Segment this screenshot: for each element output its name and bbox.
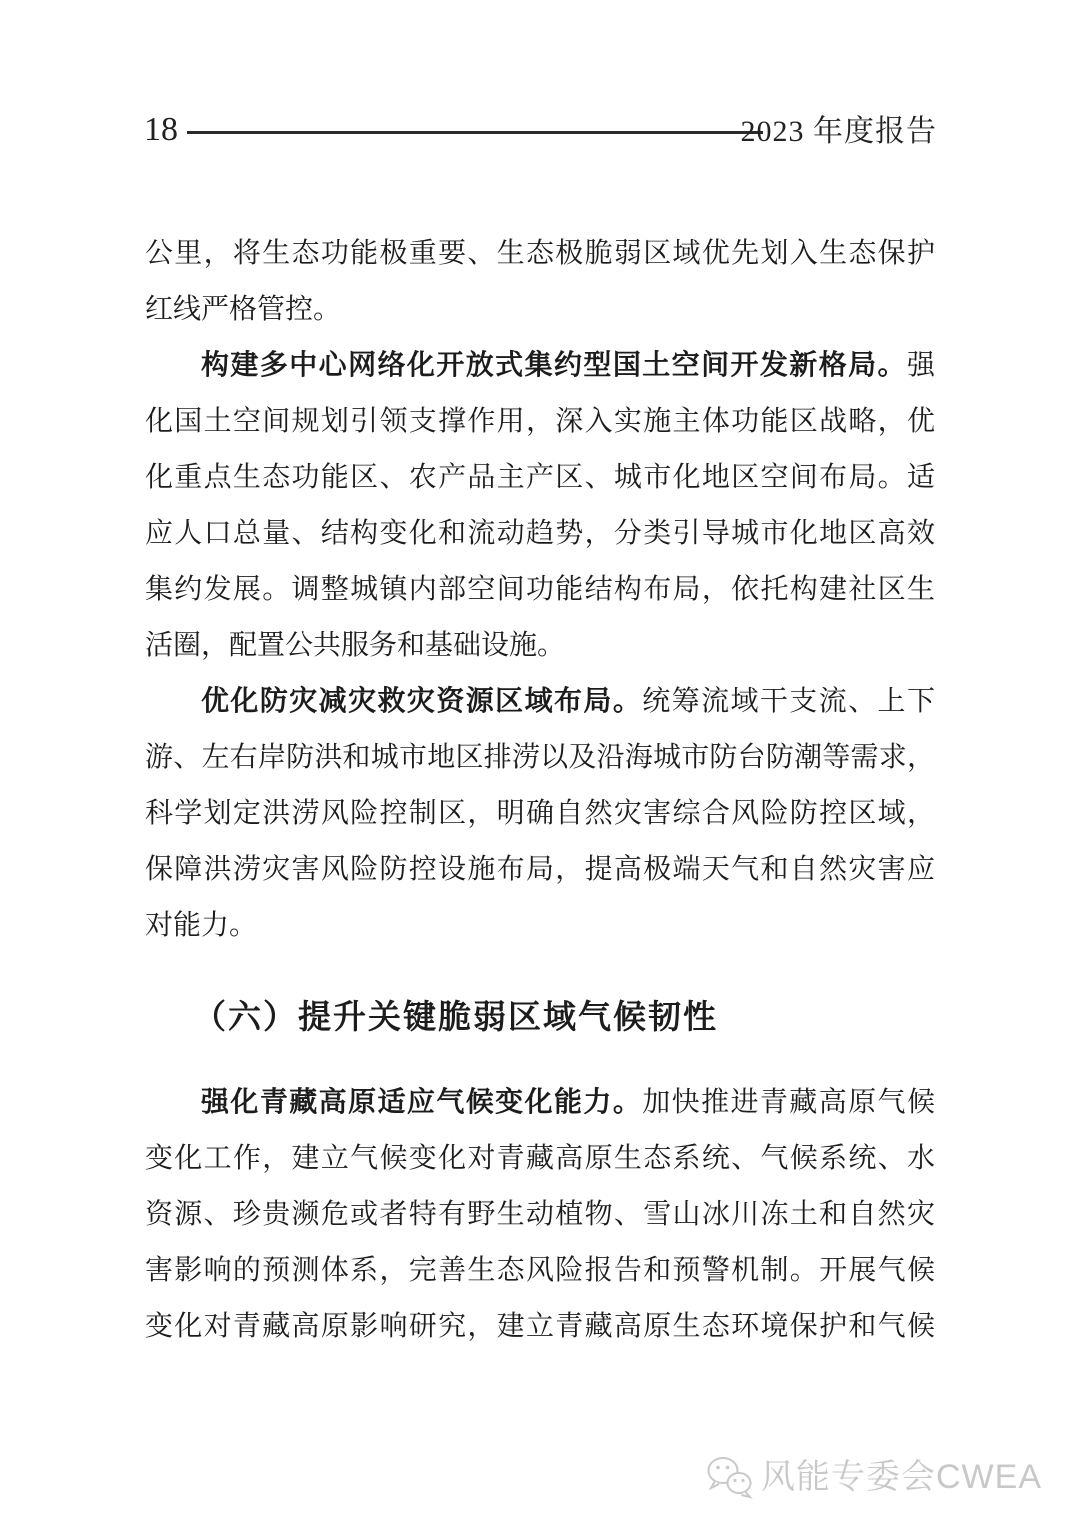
- text-segment: 害影响的预测体系，完善生态风险报告和预警机制。开展气候: [145, 1255, 935, 1286]
- text-segment: 科学划定洪涝风险控制区，明确自然灾害综合风险防控区域，: [145, 798, 935, 829]
- watermark: [705, 1455, 1042, 1499]
- text-segment: 统筹流域干支流、上下: [642, 686, 935, 717]
- header-report-title: 2023 年度报告: [740, 115, 937, 148]
- text-line: [145, 1243, 935, 1299]
- text-segment: 化重点生态功能区、农产品主产区、城市化地区空间布局。适: [145, 462, 935, 493]
- text-line: [145, 786, 935, 842]
- paragraph: [145, 226, 935, 338]
- text-line: [145, 674, 935, 730]
- text-segment: 对能力。: [145, 910, 258, 941]
- text-segment: 应人口总量、结构变化和流动趋势，分类引导城市化地区高效: [145, 518, 935, 549]
- text-segment: 游、左右岸防洪和城市地区排涝以及沿海城市防台防潮等需求，: [145, 742, 935, 773]
- text-line: [145, 842, 935, 898]
- text-segment: 保障洪涝灾害风险防控设施布局，提高极端天气和自然灾害应: [145, 854, 935, 885]
- text-segment: 活圈，配置公共服务和基础设施。: [145, 630, 566, 661]
- page-number: 18: [144, 111, 178, 148]
- text-line: [145, 282, 935, 338]
- text-line: [145, 394, 935, 450]
- text-segment: 变化对青藏高原影响研究，建立青藏高原生态环境保护和气候: [145, 1311, 935, 1342]
- text-line: [145, 730, 935, 786]
- text-segment-bold: （六）提升关键脆弱区域气候韧性: [193, 998, 718, 1035]
- text-segment: 强: [906, 350, 935, 381]
- text-line: [145, 1299, 935, 1355]
- watermark-text: 风能专委会CWEA: [761, 1458, 1042, 1496]
- text-line: [145, 618, 935, 674]
- text-segment: 资源、珍贵濒危或者特有野生动植物、雪山冰川冻土和自然灾: [145, 1199, 935, 1230]
- section-heading: [145, 989, 935, 1045]
- text-line: [145, 1131, 935, 1187]
- text-segment: 变化工作，建立气候变化对青藏高原生态系统、气候系统、水: [145, 1143, 935, 1174]
- paragraph: [145, 674, 935, 954]
- text-line: [145, 989, 935, 1045]
- header-rule: [187, 131, 763, 134]
- text-segment: 公里，将生态功能极重要、生态极脆弱区域优先划入生态保护: [145, 238, 935, 269]
- paragraph: [145, 1075, 935, 1355]
- text-line: [145, 226, 935, 282]
- text-line: [145, 338, 935, 394]
- paragraph: [145, 338, 935, 674]
- text-line: [145, 562, 935, 618]
- text-segment: 化国土空间规划引领支撑作用，深入实施主体功能区战略，优: [145, 406, 935, 437]
- text-segment: 加快推进青藏高原气候: [642, 1087, 935, 1118]
- text-line: [145, 1075, 935, 1131]
- text-segment: 集约发展。调整城镇内部空间功能结构布局，依托构建社区生: [145, 574, 935, 605]
- text-line: [145, 450, 935, 506]
- text-segment-bold: 优化防灾减灾救灾资源区域布局。: [201, 686, 643, 717]
- text-segment: 红线严格管控。: [145, 294, 342, 325]
- text-segment-bold: 强化青藏高原适应气候变化能力。: [201, 1087, 643, 1118]
- text-line: [145, 506, 935, 562]
- text-segment-bold: 构建多中心网络化开放式集约型国土空间开发新格局。: [201, 350, 907, 381]
- wechat-icon: [705, 1455, 755, 1499]
- document-body: [145, 226, 935, 1355]
- text-line: [145, 1187, 935, 1243]
- text-line: [145, 898, 935, 954]
